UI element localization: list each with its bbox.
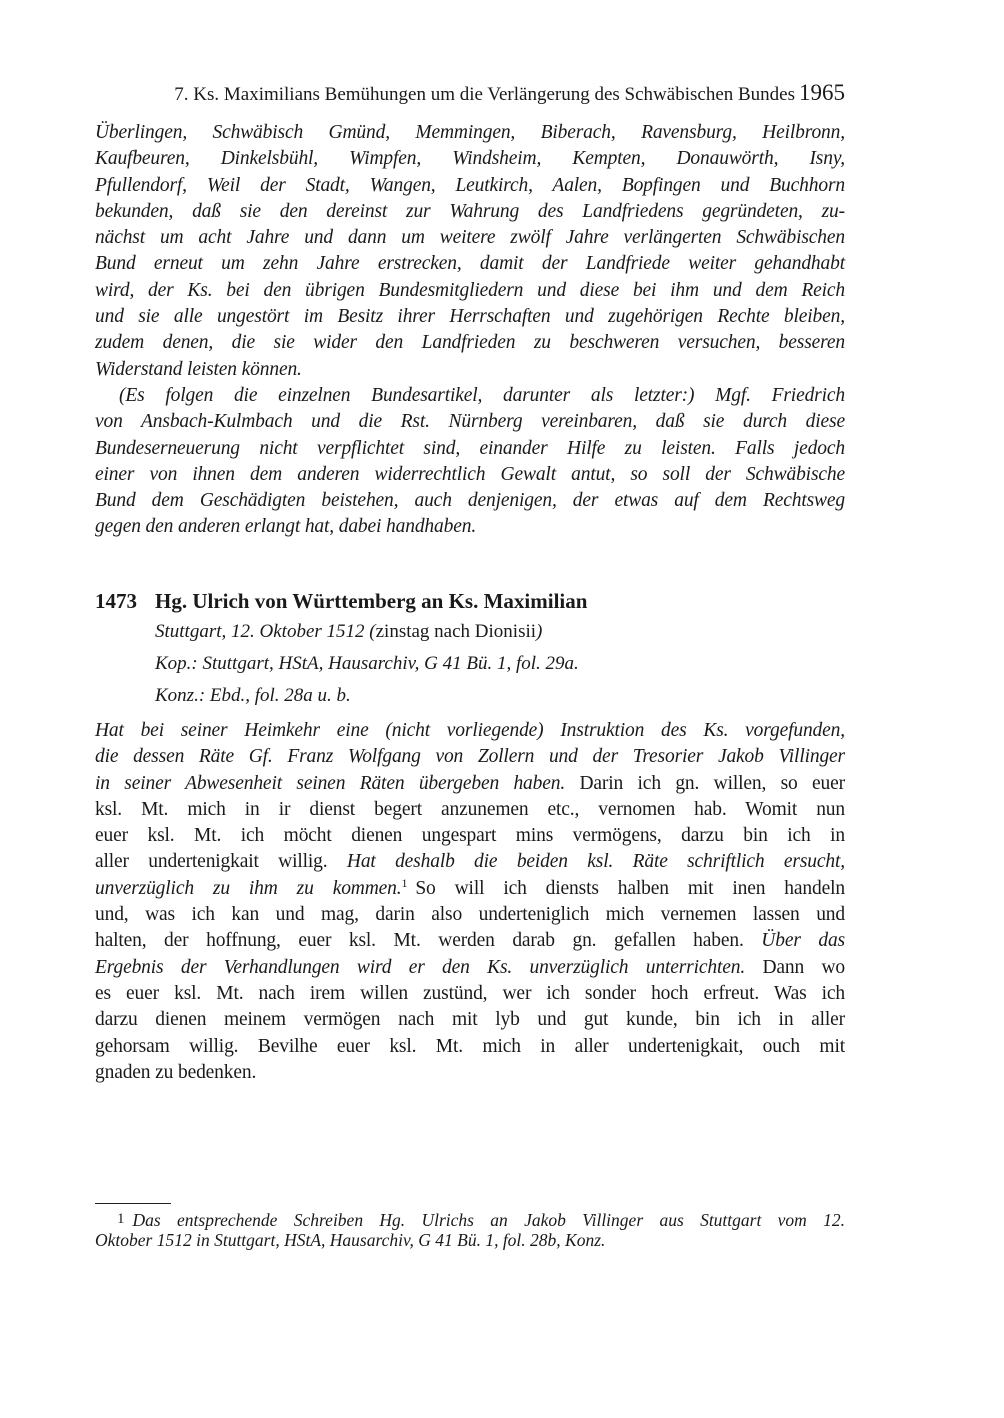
text-line bbox=[95, 797, 845, 823]
text-line bbox=[95, 225, 845, 251]
text-segment: aller undertenigkait willig. bbox=[95, 851, 347, 873]
text-segment: Widerstand leisten können. bbox=[95, 358, 302, 380]
text-segment: gegen den anderen erlangt hat, dabei handhaben. bbox=[95, 516, 477, 538]
text-segment: Kaufbeuren, Dinkelsbühl, Wimpfen, Windsheim, Kempten, Donauwörth, Isny, bbox=[95, 148, 845, 170]
text-line bbox=[95, 383, 845, 409]
text-line bbox=[95, 849, 845, 875]
text-segment: Dann wo bbox=[745, 956, 845, 978]
text-segment: euer ksl. Mt. ich möcht dienen ungespart mins vermögens, darzu bin ich in bbox=[95, 825, 845, 847]
running-head-title: 7. Ks. Maximilians Bemühungen um die Verlängerung des Schwäbischen Bundes bbox=[174, 84, 795, 105]
text-segment: zudem denen, die sie wider den Landfrieden zu beschweren versuchen, besseren bbox=[95, 332, 845, 354]
date-original: zinstag nach Dionisii bbox=[375, 621, 537, 642]
text-segment: halten, der hoffnung, euer ksl. Mt. werden darab gn. gefallen haben. bbox=[95, 930, 762, 952]
text-segment: ksl. Mt. mich in ir dienst begert anzunemen etc., vernomen hab. Womit nun bbox=[95, 798, 845, 820]
text-line bbox=[95, 981, 845, 1007]
entry-date bbox=[155, 621, 855, 643]
footnote bbox=[95, 1210, 845, 1250]
text-segment: Ergebnis der Verhandlungen wird er den Ks. unverzüglich unterrichten. bbox=[95, 956, 746, 978]
text-line bbox=[95, 1007, 845, 1033]
text-segment: es euer ksl. Mt. nach irem willen zustünd, wer ich sonder hoch erfreut. Was ich bbox=[95, 982, 845, 1004]
text-line bbox=[95, 514, 845, 540]
text-line bbox=[95, 330, 845, 356]
text-segment: unverzüglich zu ihm zu kommen. bbox=[95, 877, 402, 899]
text-line bbox=[95, 146, 845, 172]
text-line bbox=[95, 902, 845, 928]
text-line bbox=[95, 1060, 845, 1086]
text-line bbox=[95, 278, 845, 304]
text-segment: darzu dienen meinem vermögen nach mit lyb und gut kunde, bin ich in aller bbox=[95, 1009, 845, 1031]
text-line bbox=[95, 251, 845, 277]
footnote-number: 1 bbox=[117, 1211, 125, 1227]
text-line bbox=[95, 199, 845, 225]
text-segment: Pfullendorf, Weil der Stadt, Wangen, Leutkirch, Aalen, Bopfingen und Buchhorn bbox=[95, 174, 845, 196]
text-line bbox=[95, 436, 845, 462]
text-segment: einer von ihnen dem anderen widerrechtlich Gewalt antut, so soll der Schwäbische bbox=[95, 463, 845, 485]
entry-number: 1473 bbox=[95, 589, 137, 613]
text-line bbox=[95, 928, 845, 954]
footnote-ref[interactable]: 1 bbox=[401, 875, 408, 890]
page-number: 1965 bbox=[799, 80, 845, 105]
footnote-text: Das entsprechende Schreiben Hg. Ulrichs an Jakob Villinger aus Stuttgart vom 12. bbox=[132, 1210, 845, 1230]
text-line bbox=[95, 718, 845, 744]
text-segment: Über das bbox=[761, 930, 845, 952]
text-line bbox=[95, 120, 845, 146]
text-line bbox=[95, 1034, 845, 1060]
text-line bbox=[95, 823, 845, 849]
text-segment: Hat bei seiner Heimkehr eine (nicht vorliegende) Instruktion des Ks. vorgefunden, bbox=[95, 720, 845, 741]
text-line bbox=[95, 771, 845, 797]
text-segment: und, was ich kan und mag, darin also underteniglich mich vernemen lassen und bbox=[95, 904, 845, 926]
text-segment: Bund erneut um zehn Jahre erstrecken, damit der Landfriede weiter gehandhabt bbox=[95, 253, 845, 275]
footnote-line bbox=[95, 1210, 845, 1231]
date-close: ) bbox=[536, 621, 543, 642]
entry-heading bbox=[95, 589, 845, 614]
text-segment: gnaden zu bedenken. bbox=[95, 1061, 257, 1083]
text-segment: Darin ich gn. willen, so euer bbox=[565, 772, 845, 794]
entry-title: Hg. Ulrich von Württemberg an Ks. Maximilian bbox=[155, 589, 588, 613]
text-segment: Bund dem Geschädigten beistehen, auch denjenigen, der etwas auf dem Rechtsweg bbox=[95, 490, 845, 512]
text-segment: bekunden, daß sie den dereinst zur Wahrung des Landfriedens gegründeten, zu- bbox=[95, 200, 845, 222]
text-segment: und sie alle ungestört im Besitz ihrer Herrschaften und zugehörigen Rechte bleiben, bbox=[95, 306, 845, 328]
text-line bbox=[95, 462, 845, 488]
entry-draft-source: Konz.: Ebd., fol. 28a u. b. bbox=[155, 685, 351, 706]
text-line bbox=[95, 488, 845, 514]
text-line bbox=[95, 304, 845, 330]
text-segment: wird, der Ks. bei den übrigen Bundesmitgliedern und diese bei ihm und dem Reich bbox=[95, 279, 845, 301]
date-text: Stuttgart, 12. Oktober 1512 ( bbox=[155, 621, 376, 642]
text-segment: Bundeserneuerung nicht verpflichtet sind, einander Hilfe zu leisten. Falls jedoch bbox=[95, 437, 845, 459]
text-line bbox=[95, 357, 845, 383]
footnote-line: Oktober 1512 in Stuttgart, HStA, Hausarchiv, G 41 Bü. 1, fol. 28b, Konz. bbox=[95, 1229, 606, 1250]
text-line bbox=[95, 876, 845, 902]
text-line bbox=[95, 409, 845, 435]
text-segment: Überlingen, Schwäbisch Gmünd, Memmingen, Biberach, Ravensburg, Heilbronn, bbox=[95, 122, 845, 143]
text-segment: gehorsam willig. Bevilhe euer ksl. Mt. mich in aller undertenigkait, ouch mit bbox=[95, 1035, 845, 1057]
text-segment: in seiner Abwesenheit seinen Räten übergeben haben. bbox=[95, 772, 566, 794]
text-segment: (Es folgen die einzelnen Bundesartikel, darunter als letzter:) Mgf. Friedrich bbox=[119, 384, 845, 406]
text-line bbox=[95, 744, 845, 770]
text-segment: nächst um acht Jahre und dann um weitere zwölf Jahre verlängerten Schwäbischen bbox=[95, 227, 845, 249]
entry-body bbox=[95, 718, 845, 1086]
text-line bbox=[95, 955, 845, 981]
text-segment: die dessen Räte Gf. Franz Wolfgang von Zollern und der Tresorier Jakob Villinger bbox=[95, 746, 845, 768]
text-line bbox=[95, 173, 845, 199]
entry-copy-source: Kop.: Stuttgart, HStA, Hausarchiv, G 41 Bü. 1, fol. 29a. bbox=[155, 653, 579, 674]
footnote-rule bbox=[95, 1203, 171, 1204]
running-head bbox=[95, 80, 845, 106]
text-segment: von Ansbach-Kulmbach und die Rst. Nürnberg vereinbaren, daß sie durch diese bbox=[95, 411, 845, 433]
text-segment: Hat deshalb die beiden ksl. Räte schriftlich ersucht, bbox=[346, 851, 845, 873]
regest-text-1472 bbox=[95, 120, 845, 541]
text-segment: So will ich diensts halben mit inen handeln bbox=[415, 877, 845, 899]
